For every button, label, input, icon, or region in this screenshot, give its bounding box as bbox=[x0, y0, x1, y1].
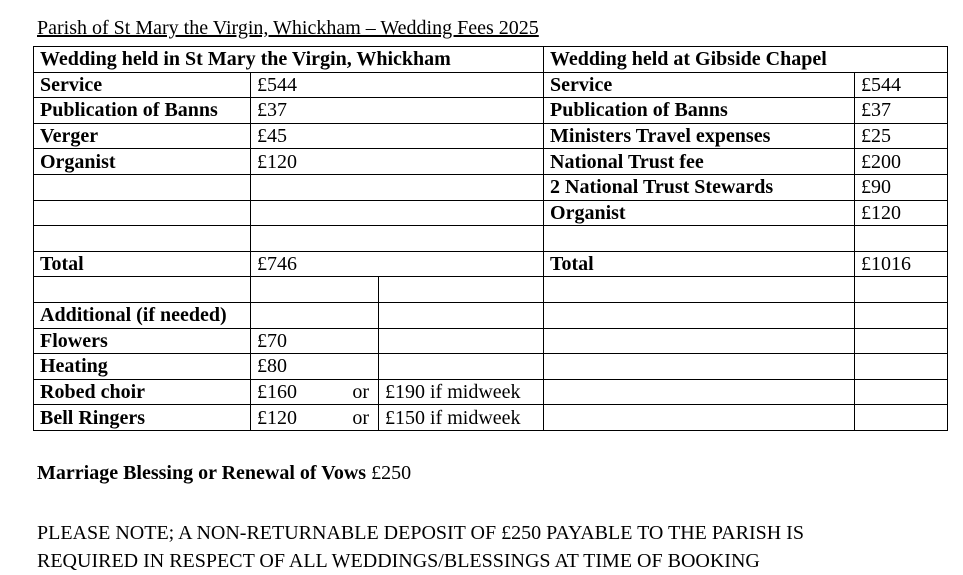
empty-cell bbox=[544, 354, 855, 380]
fee-value bbox=[251, 379, 379, 405]
table-row bbox=[34, 123, 948, 149]
fee-value: £45 bbox=[251, 123, 544, 149]
alt-fee: £190 if midweek bbox=[379, 379, 544, 405]
fee-label: Service bbox=[34, 72, 251, 98]
fee-label: Ministers Travel expenses bbox=[544, 123, 855, 149]
empty-cell bbox=[855, 226, 948, 252]
empty-cell bbox=[544, 379, 855, 405]
table-row bbox=[34, 226, 948, 252]
alt-fee bbox=[379, 328, 544, 354]
table-row bbox=[34, 72, 948, 98]
fee-label: Heating bbox=[34, 354, 251, 380]
fee-amount: £160 bbox=[257, 381, 297, 404]
empty-cell bbox=[855, 328, 948, 354]
blessing-label: Marriage Blessing or Renewal of Vows bbox=[37, 462, 367, 484]
table-row bbox=[34, 379, 948, 405]
table-row bbox=[34, 149, 948, 175]
empty-cell bbox=[855, 405, 948, 431]
table-row bbox=[34, 302, 948, 328]
empty-cell bbox=[251, 200, 544, 226]
fees-table bbox=[33, 46, 948, 431]
empty-cell bbox=[251, 302, 379, 328]
note-line: PLEASE NOTE; A NON-RETURNABLE DEPOSIT OF £250 PAYABLE TO THE PARISH IS bbox=[37, 522, 804, 544]
fee-value: £200 bbox=[855, 149, 948, 175]
empty-cell bbox=[251, 277, 379, 303]
empty-cell bbox=[34, 226, 251, 252]
page-title: Parish of St Mary the Virgin, Whickham – Wedding Fees 2025 bbox=[37, 17, 539, 39]
empty-cell bbox=[544, 226, 855, 252]
alt-fee bbox=[379, 354, 544, 380]
total-value: £1016 bbox=[855, 251, 948, 277]
empty-cell bbox=[34, 277, 251, 303]
total-value: £746 bbox=[251, 251, 544, 277]
deposit-note bbox=[37, 519, 804, 575]
empty-cell bbox=[544, 328, 855, 354]
fee-amount: £80 bbox=[257, 355, 287, 378]
additional-heading: Additional (if needed) bbox=[34, 302, 251, 328]
fee-value: £120 bbox=[855, 200, 948, 226]
table-row bbox=[34, 251, 948, 277]
fee-value: £120 bbox=[251, 149, 544, 175]
fee-value: £25 bbox=[855, 123, 948, 149]
table-row bbox=[34, 405, 948, 431]
table-row bbox=[34, 354, 948, 380]
table-row bbox=[34, 200, 948, 226]
empty-cell bbox=[251, 174, 544, 200]
or-text: or bbox=[352, 406, 369, 429]
empty-cell bbox=[544, 302, 855, 328]
fee-label: Verger bbox=[34, 123, 251, 149]
fee-label: Publication of Banns bbox=[544, 98, 855, 124]
blessing-fee: £250 bbox=[371, 462, 412, 484]
note-line: REQUIRED IN RESPECT OF ALL WEDDINGS/BLESSINGS AT TIME OF BOOKING bbox=[37, 550, 760, 572]
total-label: Total bbox=[34, 251, 251, 277]
empty-cell bbox=[379, 277, 544, 303]
fee-label: Organist bbox=[34, 149, 251, 175]
empty-cell bbox=[544, 277, 855, 303]
fee-value: £37 bbox=[855, 98, 948, 124]
fee-label: Service bbox=[544, 72, 855, 98]
fee-label: Flowers bbox=[34, 328, 251, 354]
fee-value: £90 bbox=[855, 174, 948, 200]
empty-cell bbox=[855, 302, 948, 328]
fee-label: 2 National Trust Stewards bbox=[544, 174, 855, 200]
fee-label: Organist bbox=[544, 200, 855, 226]
empty-cell bbox=[379, 302, 544, 328]
fee-value bbox=[251, 354, 379, 380]
fee-label: Bell Ringers bbox=[34, 405, 251, 431]
fee-value: £544 bbox=[251, 72, 544, 98]
table-row bbox=[34, 174, 948, 200]
empty-cell bbox=[544, 405, 855, 431]
table-row bbox=[34, 328, 948, 354]
fee-value: £544 bbox=[855, 72, 948, 98]
table-row bbox=[34, 277, 948, 303]
or-text: or bbox=[352, 381, 369, 404]
empty-cell bbox=[855, 354, 948, 380]
fee-amount: £120 bbox=[257, 406, 297, 429]
total-label: Total bbox=[544, 251, 855, 277]
left-heading: Wedding held in St Mary the Virgin, Whickham bbox=[34, 47, 544, 73]
empty-cell bbox=[34, 174, 251, 200]
fee-value bbox=[251, 405, 379, 431]
empty-cell bbox=[855, 277, 948, 303]
alt-fee: £150 if midweek bbox=[379, 405, 544, 431]
blessing-line bbox=[37, 462, 411, 485]
empty-cell bbox=[855, 379, 948, 405]
fee-label: National Trust fee bbox=[544, 149, 855, 175]
empty-cell bbox=[34, 200, 251, 226]
table-row bbox=[34, 47, 948, 73]
right-heading: Wedding held at Gibside Chapel bbox=[544, 47, 948, 73]
fee-value: £37 bbox=[251, 98, 544, 124]
fee-label: Publication of Banns bbox=[34, 98, 251, 124]
fee-value bbox=[251, 328, 379, 354]
fee-amount: £70 bbox=[257, 329, 287, 352]
empty-cell bbox=[251, 226, 544, 252]
table-row bbox=[34, 98, 948, 124]
fee-label: Robed choir bbox=[34, 379, 251, 405]
